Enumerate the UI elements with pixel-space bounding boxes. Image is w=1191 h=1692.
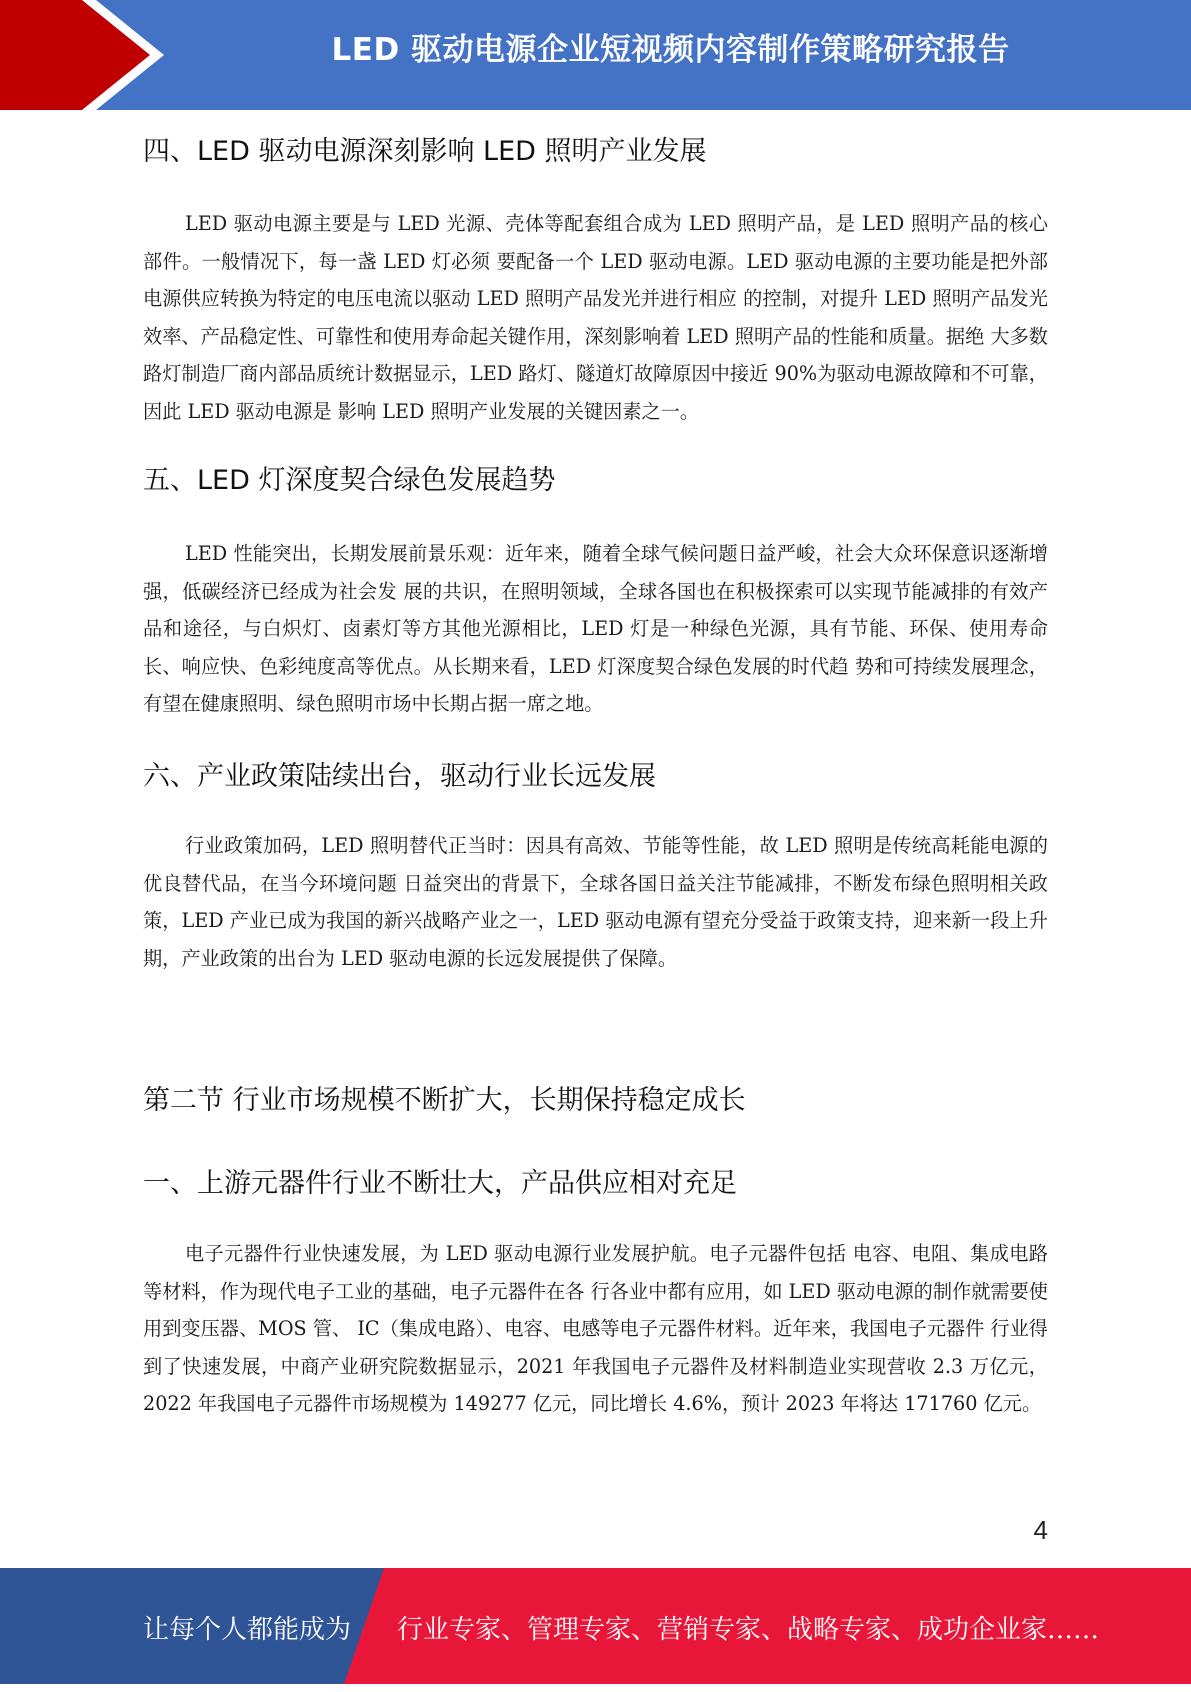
- section-paragraph: 电子元器件行业快速发展，为 LED 驱动电源行业发展护航。电子元器件包括 电容、电阻、集成电路等材料，作为现代电子工业的基础，电子元器件在各 行各业中都有应用，如 LED 驱动电源的制作就需要使用到变压器、MOS 管、 IC（集成电路）、电容、电感等电子元器件材料。近年来，我国电子元器件 行业得到了快速发展，中商产业研究院数据显示，2021 年我国电子元器件及材料制造业实现营收 2.3 万亿元，2022 年我国电子元器件市场规模为 149277 亿元，同比增长 4.6%，预计 2023 年将达 171760 亿元。: [143, 1242, 1048, 1415]
- page-footer: [0, 1568, 1191, 1684]
- page-number: 4: [1033, 1515, 1048, 1545]
- section-heading: 六、产业政策陆续出台，驱动行业长远发展: [143, 761, 656, 792]
- section-heading: 五、LED 灯深度契合绿色发展趋势: [143, 465, 556, 496]
- chapter-heading: 第二节 行业市场规模不断扩大，长期保持稳定成长: [143, 1085, 746, 1116]
- page-header: [0, 0, 1191, 110]
- section-paragraph: 行业政策加码，LED 照明替代正当时：因具有高效、节能等性能，故 LED 照明是传统高耗能电源的优良替代品，在当今环境问题 日益突出的背景下，全球各国日益关注节能减排，不断发布绿色照明相关政策，LED 产业已成为我国的新兴战略产业之一，LED 驱动电源有望充分受益于政策支持，迎来新一段上升期，产业政策的出台为 LED 驱动电源的长远发展提供了保障。: [143, 834, 1048, 970]
- header-title: LED 驱动电源企业短视频内容制作策略研究报告: [331, 32, 1010, 68]
- footer-slogan-left: 让每个人都能成为: [143, 1615, 352, 1645]
- section-heading: 一、上游元器件行业不断壮大，产品供应相对充足: [143, 1168, 737, 1199]
- section-heading: 四、LED 驱动电源深刻影响 LED 照明产业发展: [143, 136, 707, 167]
- footer-slogan-right: 行业专家、管理专家、营销专家、战略专家、成功企业家……: [397, 1615, 1100, 1645]
- section-paragraph: LED 驱动电源主要是与 LED 光源、壳体等配套组合成为 LED 照明产品，是 LED 照明产品的核心部件。一般情况下，每一盏 LED 灯必须 要配备一个 LED 驱动电源。LED 驱动电源的主要功能是把外部电源供应转换为特定的电压电流以驱动 LED 照明产品发光并进行相应 的控制，对提升 LED 照明产品发光效率、产品稳定性、可靠性和使用寿命起关键作用，深刻影响着 LED 照明产品的性能和质量。据绝 大多数路灯制造厂商内部品质统计数据显示，LED 路灯、隧道灯故障原因中接近 90%为驱动电源故障和不可靠，因此 LED 驱动电源是 影响 LED 照明产业发展的关键因素之一。: [143, 212, 1048, 423]
- section-paragraph: LED 性能突出，长期发展前景乐观：近年来，随着全球气候问题日益严峻，社会大众环保意识逐渐增强，低碳经济已经成为社会发 展的共识，在照明领域，全球各国也在积极探索可以实现节能减排的有效产品和途径，与白炽灯、卤素灯等方其他光源相比，LED 灯是一种绿色光源，具有节能、环保、使用寿命长、响应快、色彩纯度高等优点。从长期来看，LED 灯深度契合绿色发展的时代趋 势和可持续发展理念，有望在健康照明、绿色照明市场中长期占据一席之地。: [143, 542, 1048, 715]
